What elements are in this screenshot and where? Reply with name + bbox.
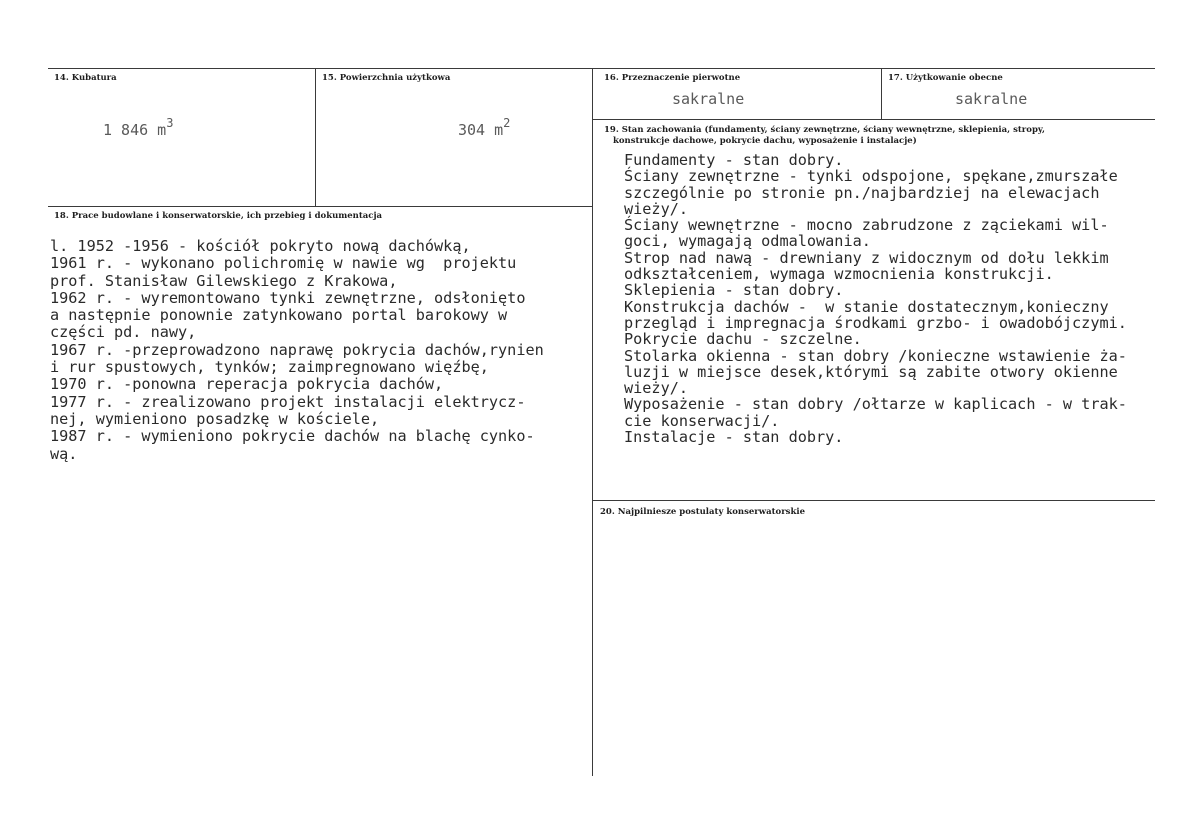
text-line: 1977 r. - zrealizowano projekt instalacji elektrycz- (50, 392, 526, 411)
field-18-text (50, 238, 544, 463)
divider-14-15 (315, 68, 316, 206)
text-line: Fundamenty - stan dobry. (624, 151, 844, 169)
text-line: prof. Stanisław Gilewskiego z Krakowa, (50, 271, 398, 290)
text-line: Konstrukcja dachów - w stanie dostatecznym,konieczny (624, 297, 1109, 316)
text-line: wą. (50, 444, 78, 463)
text-line: szczególnie po stronie pn./najbardziej na elewacjach (624, 183, 1100, 202)
text-line: i rur spustowych, tynków; zaimpregnowano więźbę, (50, 358, 489, 377)
text-line: 1970 r. -ponowna reperacja pokrycia dachów, (50, 375, 444, 394)
text-line: luzji w miejsce desek,którymi są zabite otwory okienne (624, 362, 1118, 381)
text-line: wieży/. (624, 379, 689, 398)
text-line: Sklepienia - stan dobry. (624, 281, 844, 300)
top-rule (48, 68, 1155, 69)
text-line: 1961 r. - wykonano polichromię w nawie wg projektu (50, 254, 517, 273)
field-14-value (103, 116, 174, 139)
field-19-text (624, 152, 1127, 445)
text-line: 1987 r. - wymieniono pokrycie dachów na blachę cynko- (50, 427, 535, 446)
kubatura-unit-exponent: 3 (166, 116, 174, 130)
rule-under-14-15 (48, 206, 593, 207)
text-line: Strop nad nawą - drewniany z widocznym od dołu lekkim (624, 248, 1109, 267)
text-line: cie konserwacji/. (624, 411, 780, 430)
text-line: goci, wymagają odmalowania. (624, 232, 871, 251)
powierzchnia-value: 304 m (458, 121, 504, 139)
text-line: 1962 r. - wyremontowano tynki zewnętrzne, odsłonięto (50, 288, 526, 307)
text-line: Ściany wewnętrzne - mocno zabrudzone z ząciekami wil- (624, 216, 1109, 235)
text-line: Instalacje - stan dobry. (624, 428, 844, 447)
field-20-label: 20. Najpilniesze postulaty konserwatorskie (600, 507, 805, 517)
text-line: nej, wymieniono posadzkę w kościele, (50, 409, 380, 428)
text-line: wieży/. (624, 199, 689, 218)
text-line: Pokrycie dachu - szczelne. (624, 330, 862, 349)
field-17-value: sakralne (955, 90, 1028, 108)
text-line: przegląd i impregnacja środkami grzbo- i owadobójczymi. (624, 313, 1127, 332)
field-16-label: 16. Przeznaczenie pierwotne (604, 73, 741, 83)
text-line: Ściany zewnętrzne - tynki odspojone, spękane,zmurszałe (624, 167, 1118, 186)
field-15-value (458, 116, 511, 139)
text-line: części pd. nawy, (50, 323, 197, 342)
field-18-label: 18. Prace budowlane i konserwatorskie, ich przebieg i dokumentacja (54, 211, 383, 221)
field-16-value: sakralne (672, 90, 745, 108)
divider-15-16 (592, 68, 593, 776)
field-14-label: 14. Kubatura (54, 73, 117, 83)
rule-above-20 (593, 500, 1155, 501)
kubatura-value: 1 846 m (103, 121, 167, 139)
text-line: l. 1952 -1956 - kościół pokryto nową dachówką, (50, 237, 471, 255)
field-19-label (604, 125, 1045, 147)
text-line: Stolarka okienna - stan dobry /konieczne wstawienie ża- (624, 346, 1127, 365)
field-19-label-line2: konstrukcje dachowe, pokrycie dachu, wyposażenie i instalacje) (613, 136, 917, 146)
field-19-label-line1: 19. Stan zachowania (fundamenty, ściany zewnętrzne, ściany wewnętrzne, sklepienia, stropy, (604, 125, 1045, 135)
field-17-label: 17. Użytkowanie obecne (888, 73, 1003, 83)
text-line: 1967 r. -przeprowadzono naprawę pokrycia dachów,rynien (50, 340, 544, 359)
rule-under-16-17 (593, 119, 1155, 120)
field-15-label: 15. Powierzchnia użytkowa (322, 73, 451, 83)
powierzchnia-unit-exponent: 2 (503, 116, 511, 130)
text-line: odkształceniem, wymaga wzmocnienia konstrukcji. (624, 265, 1054, 284)
text-line: a następnie ponownie zatynkowano portal barokowy w (50, 306, 508, 325)
text-line: Wyposażenie - stan dobry /ołtarze w kaplicach - w trak- (624, 395, 1127, 414)
divider-16-17 (881, 68, 882, 120)
